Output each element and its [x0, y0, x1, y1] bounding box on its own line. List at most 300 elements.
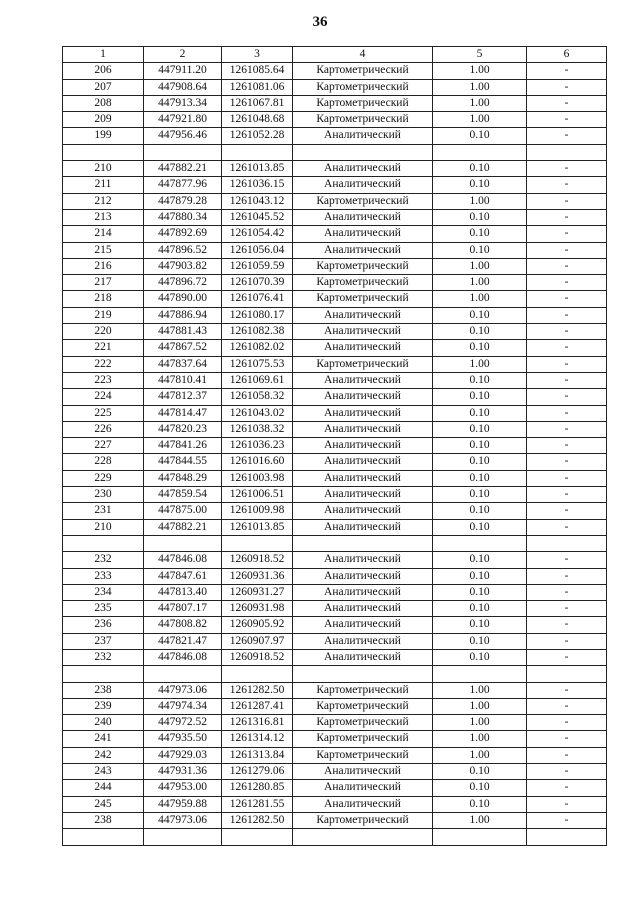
table-body	[63, 63, 607, 845]
table-row	[63, 340, 607, 356]
y-coordinate-cell: 1261048.68	[222, 112, 293, 128]
point-number-cell: 214	[63, 226, 144, 242]
accuracy-cell: 1.00	[433, 356, 527, 372]
point-number-cell: 245	[63, 796, 144, 812]
x-coordinate-cell: 447913.34	[144, 95, 222, 111]
accuracy-cell: 1.00	[433, 682, 527, 698]
accuracy-cell: 1.00	[433, 79, 527, 95]
blank-row	[63, 144, 607, 160]
point-number-cell: 224	[63, 389, 144, 405]
accuracy-cell: 0.10	[433, 454, 527, 470]
table-row	[63, 633, 607, 649]
point-number-cell: 210	[63, 161, 144, 177]
x-coordinate-cell	[144, 535, 222, 551]
column-header-6: 6	[527, 47, 607, 63]
table-row	[63, 747, 607, 763]
point-number-cell: 228	[63, 454, 144, 470]
table-row	[63, 552, 607, 568]
note-cell: -	[527, 372, 607, 388]
x-coordinate-cell: 447820.23	[144, 421, 222, 437]
y-coordinate-cell: 1261085.64	[222, 63, 293, 79]
x-coordinate-cell: 447931.36	[144, 764, 222, 780]
y-coordinate-cell: 1261282.50	[222, 812, 293, 828]
point-number-cell: 227	[63, 438, 144, 454]
point-number-cell: 233	[63, 568, 144, 584]
note-cell: -	[527, 698, 607, 714]
note-cell: -	[527, 258, 607, 274]
x-coordinate-cell: 447813.40	[144, 584, 222, 600]
table-row	[63, 193, 607, 209]
note-cell: -	[527, 454, 607, 470]
table-row	[63, 405, 607, 421]
point-number-cell: 212	[63, 193, 144, 209]
method-cell: Картометрический	[293, 79, 433, 95]
point-number-cell: 217	[63, 275, 144, 291]
x-coordinate-cell: 447973.06	[144, 682, 222, 698]
accuracy-cell: 1.00	[433, 258, 527, 274]
method-cell: Картометрический	[293, 275, 433, 291]
column-header-4: 4	[293, 47, 433, 63]
point-number-cell: 243	[63, 764, 144, 780]
accuracy-cell: 0.10	[433, 584, 527, 600]
table-row	[63, 275, 607, 291]
y-coordinate-cell	[222, 666, 293, 682]
note-cell: -	[527, 389, 607, 405]
point-number-cell: 229	[63, 470, 144, 486]
accuracy-cell: 0.10	[433, 633, 527, 649]
accuracy-cell	[433, 829, 527, 845]
y-coordinate-cell: 1261282.50	[222, 682, 293, 698]
accuracy-cell: 1.00	[433, 291, 527, 307]
method-cell: Аналитический	[293, 340, 433, 356]
method-cell: Аналитический	[293, 405, 433, 421]
y-coordinate-cell: 1261081.06	[222, 79, 293, 95]
y-coordinate-cell: 1261056.04	[222, 242, 293, 258]
accuracy-cell: 0.10	[433, 519, 527, 535]
y-coordinate-cell: 1261280.85	[222, 780, 293, 796]
note-cell: -	[527, 731, 607, 747]
note-cell: -	[527, 470, 607, 486]
note-cell: -	[527, 193, 607, 209]
point-number-cell: 236	[63, 617, 144, 633]
y-coordinate-cell: 1260918.52	[222, 649, 293, 665]
x-coordinate-cell: 447929.03	[144, 747, 222, 763]
accuracy-cell: 0.10	[433, 389, 527, 405]
note-cell: -	[527, 356, 607, 372]
note-cell: -	[527, 633, 607, 649]
table-row	[63, 95, 607, 111]
x-coordinate-cell: 447886.94	[144, 307, 222, 323]
table-row	[63, 568, 607, 584]
y-coordinate-cell: 1261080.17	[222, 307, 293, 323]
point-number-cell: 223	[63, 372, 144, 388]
point-number-cell: 208	[63, 95, 144, 111]
method-cell: Аналитический	[293, 438, 433, 454]
accuracy-cell: 1.00	[433, 715, 527, 731]
column-header-3: 3	[222, 47, 293, 63]
y-coordinate-cell: 1261314.12	[222, 731, 293, 747]
table-row	[63, 470, 607, 486]
method-cell	[293, 535, 433, 551]
y-coordinate-cell: 1261013.85	[222, 519, 293, 535]
y-coordinate-cell: 1261316.81	[222, 715, 293, 731]
y-coordinate-cell: 1261054.42	[222, 226, 293, 242]
y-coordinate-cell: 1260905.92	[222, 617, 293, 633]
y-coordinate-cell: 1261058.32	[222, 389, 293, 405]
point-number-cell: 218	[63, 291, 144, 307]
method-cell: Аналитический	[293, 519, 433, 535]
point-number-cell: 237	[63, 633, 144, 649]
table-row	[63, 503, 607, 519]
x-coordinate-cell: 447879.28	[144, 193, 222, 209]
table-row	[63, 372, 607, 388]
y-coordinate-cell: 1261036.23	[222, 438, 293, 454]
method-cell: Аналитический	[293, 584, 433, 600]
method-cell	[293, 829, 433, 845]
point-number-cell: 235	[63, 601, 144, 617]
accuracy-cell: 0.10	[433, 226, 527, 242]
method-cell: Аналитический	[293, 764, 433, 780]
method-cell: Аналитический	[293, 617, 433, 633]
table-row	[63, 389, 607, 405]
point-number-cell: 234	[63, 584, 144, 600]
note-cell: -	[527, 747, 607, 763]
x-coordinate-cell: 447974.34	[144, 698, 222, 714]
point-number-cell: 220	[63, 324, 144, 340]
accuracy-cell: 0.10	[433, 177, 527, 193]
point-number-cell: 238	[63, 682, 144, 698]
method-cell: Аналитический	[293, 796, 433, 812]
method-cell: Картометрический	[293, 95, 433, 111]
note-cell: -	[527, 95, 607, 111]
table-row	[63, 79, 607, 95]
x-coordinate-cell: 447867.52	[144, 340, 222, 356]
note-cell: -	[527, 226, 607, 242]
table-row	[63, 812, 607, 828]
point-number-cell: 222	[63, 356, 144, 372]
point-number-cell	[63, 535, 144, 551]
accuracy-cell: 0.10	[433, 470, 527, 486]
x-coordinate-cell: 447973.06	[144, 812, 222, 828]
x-coordinate-cell: 447890.00	[144, 291, 222, 307]
note-cell	[527, 144, 607, 160]
x-coordinate-cell: 447908.64	[144, 79, 222, 95]
note-cell: -	[527, 812, 607, 828]
x-coordinate-cell: 447846.08	[144, 552, 222, 568]
method-cell: Аналитический	[293, 307, 433, 323]
note-cell	[527, 535, 607, 551]
y-coordinate-cell	[222, 144, 293, 160]
page-number: 36	[312, 14, 328, 30]
x-coordinate-cell: 447810.41	[144, 372, 222, 388]
x-coordinate-cell: 447972.52	[144, 715, 222, 731]
x-coordinate-cell	[144, 829, 222, 845]
method-cell: Картометрический	[293, 698, 433, 714]
method-cell: Картометрический	[293, 258, 433, 274]
point-number-cell: 210	[63, 519, 144, 535]
table-row	[63, 177, 607, 193]
accuracy-cell: 0.10	[433, 161, 527, 177]
table-row	[63, 128, 607, 144]
method-cell	[293, 144, 433, 160]
accuracy-cell: 0.10	[433, 796, 527, 812]
table-row	[63, 796, 607, 812]
accuracy-cell	[433, 144, 527, 160]
y-coordinate-cell: 1261076.41	[222, 291, 293, 307]
table-row	[63, 209, 607, 225]
note-cell: -	[527, 405, 607, 421]
accuracy-cell: 1.00	[433, 747, 527, 763]
method-cell: Аналитический	[293, 226, 433, 242]
coordinates-table	[62, 46, 607, 846]
blank-row	[63, 535, 607, 551]
x-coordinate-cell: 447903.82	[144, 258, 222, 274]
y-coordinate-cell	[222, 829, 293, 845]
method-cell: Картометрический	[293, 715, 433, 731]
accuracy-cell: 1.00	[433, 812, 527, 828]
point-number-cell: 241	[63, 731, 144, 747]
y-coordinate-cell: 1260931.98	[222, 601, 293, 617]
y-coordinate-cell	[222, 535, 293, 551]
x-coordinate-cell: 447875.00	[144, 503, 222, 519]
table-row	[63, 226, 607, 242]
y-coordinate-cell: 1260931.36	[222, 568, 293, 584]
table-row	[63, 715, 607, 731]
y-coordinate-cell: 1261013.85	[222, 161, 293, 177]
x-coordinate-cell: 447837.64	[144, 356, 222, 372]
method-cell: Аналитический	[293, 780, 433, 796]
method-cell: Аналитический	[293, 128, 433, 144]
y-coordinate-cell: 1260907.97	[222, 633, 293, 649]
point-number-cell: 211	[63, 177, 144, 193]
x-coordinate-cell: 447911.20	[144, 63, 222, 79]
table-row	[63, 649, 607, 665]
y-coordinate-cell: 1261052.28	[222, 128, 293, 144]
method-cell: Картометрический	[293, 112, 433, 128]
method-cell: Аналитический	[293, 649, 433, 665]
accuracy-cell: 1.00	[433, 731, 527, 747]
point-number-cell: 239	[63, 698, 144, 714]
x-coordinate-cell: 447881.43	[144, 324, 222, 340]
note-cell: -	[527, 161, 607, 177]
note-cell: -	[527, 780, 607, 796]
table-row	[63, 258, 607, 274]
table-row	[63, 242, 607, 258]
x-coordinate-cell: 447847.61	[144, 568, 222, 584]
note-cell: -	[527, 438, 607, 454]
accuracy-cell: 0.10	[433, 780, 527, 796]
accuracy-cell: 0.10	[433, 617, 527, 633]
table-row	[63, 112, 607, 128]
accuracy-cell: 0.10	[433, 128, 527, 144]
point-number-cell	[63, 666, 144, 682]
method-cell: Картометрический	[293, 193, 433, 209]
table-row	[63, 421, 607, 437]
table-row	[63, 356, 607, 372]
x-coordinate-cell: 447841.26	[144, 438, 222, 454]
y-coordinate-cell: 1261059.59	[222, 258, 293, 274]
accuracy-cell: 0.10	[433, 568, 527, 584]
y-coordinate-cell: 1261279.06	[222, 764, 293, 780]
x-coordinate-cell: 447956.46	[144, 128, 222, 144]
note-cell: -	[527, 503, 607, 519]
table-row	[63, 438, 607, 454]
x-coordinate-cell: 447814.47	[144, 405, 222, 421]
point-number-cell: 199	[63, 128, 144, 144]
y-coordinate-cell: 1261082.38	[222, 324, 293, 340]
note-cell: -	[527, 128, 607, 144]
note-cell: -	[527, 568, 607, 584]
accuracy-cell: 0.10	[433, 487, 527, 503]
x-coordinate-cell: 447882.21	[144, 161, 222, 177]
method-cell: Аналитический	[293, 633, 433, 649]
point-number-cell: 232	[63, 649, 144, 665]
x-coordinate-cell: 447844.55	[144, 454, 222, 470]
method-cell	[293, 666, 433, 682]
table-row	[63, 307, 607, 323]
y-coordinate-cell: 1261070.39	[222, 275, 293, 291]
note-cell: -	[527, 682, 607, 698]
point-number-cell: 215	[63, 242, 144, 258]
accuracy-cell: 0.10	[433, 438, 527, 454]
x-coordinate-cell: 447848.29	[144, 470, 222, 486]
x-coordinate-cell: 447896.72	[144, 275, 222, 291]
point-number-cell: 207	[63, 79, 144, 95]
note-cell: -	[527, 242, 607, 258]
y-coordinate-cell: 1261003.98	[222, 470, 293, 486]
note-cell: -	[527, 487, 607, 503]
blank-row	[63, 666, 607, 682]
method-cell: Аналитический	[293, 552, 433, 568]
x-coordinate-cell: 447921.80	[144, 112, 222, 128]
accuracy-cell: 1.00	[433, 112, 527, 128]
method-cell: Аналитический	[293, 470, 433, 486]
accuracy-cell	[433, 666, 527, 682]
x-coordinate-cell: 447807.17	[144, 601, 222, 617]
accuracy-cell: 1.00	[433, 63, 527, 79]
note-cell: -	[527, 324, 607, 340]
point-number-cell: 221	[63, 340, 144, 356]
accuracy-cell: 0.10	[433, 372, 527, 388]
x-coordinate-cell: 447959.88	[144, 796, 222, 812]
x-coordinate-cell: 447892.69	[144, 226, 222, 242]
accuracy-cell: 0.10	[433, 242, 527, 258]
table-row	[63, 519, 607, 535]
y-coordinate-cell: 1261313.84	[222, 747, 293, 763]
y-coordinate-cell: 1261075.53	[222, 356, 293, 372]
table-row	[63, 698, 607, 714]
method-cell: Картометрический	[293, 812, 433, 828]
x-coordinate-cell: 447953.00	[144, 780, 222, 796]
method-cell: Аналитический	[293, 324, 433, 340]
x-coordinate-cell: 447877.96	[144, 177, 222, 193]
table-row	[63, 291, 607, 307]
table-row	[63, 780, 607, 796]
note-cell: -	[527, 307, 607, 323]
note-cell: -	[527, 79, 607, 95]
point-number-cell: 206	[63, 63, 144, 79]
accuracy-cell: 0.10	[433, 601, 527, 617]
note-cell: -	[527, 63, 607, 79]
table-row	[63, 617, 607, 633]
y-coordinate-cell: 1261016.60	[222, 454, 293, 470]
note-cell: -	[527, 275, 607, 291]
point-number-cell: 216	[63, 258, 144, 274]
y-coordinate-cell: 1260931.27	[222, 584, 293, 600]
note-cell: -	[527, 421, 607, 437]
accuracy-cell: 0.10	[433, 503, 527, 519]
table-row	[63, 487, 607, 503]
method-cell: Аналитический	[293, 568, 433, 584]
x-coordinate-cell: 447821.47	[144, 633, 222, 649]
table-row	[63, 454, 607, 470]
method-cell: Аналитический	[293, 242, 433, 258]
x-coordinate-cell: 447859.54	[144, 487, 222, 503]
x-coordinate-cell: 447846.08	[144, 649, 222, 665]
y-coordinate-cell: 1261043.02	[222, 405, 293, 421]
table-row	[63, 601, 607, 617]
point-number-cell: 242	[63, 747, 144, 763]
column-header-5: 5	[433, 47, 527, 63]
method-cell: Аналитический	[293, 421, 433, 437]
accuracy-cell: 1.00	[433, 698, 527, 714]
point-number-cell: 219	[63, 307, 144, 323]
point-number-cell	[63, 144, 144, 160]
table-row	[63, 584, 607, 600]
method-cell: Аналитический	[293, 454, 433, 470]
point-number-cell: 238	[63, 812, 144, 828]
x-coordinate-cell	[144, 144, 222, 160]
accuracy-cell: 1.00	[433, 193, 527, 209]
table-row	[63, 764, 607, 780]
x-coordinate-cell: 447935.50	[144, 731, 222, 747]
point-number-cell: 231	[63, 503, 144, 519]
note-cell: -	[527, 617, 607, 633]
table-row	[63, 731, 607, 747]
y-coordinate-cell: 1261006.51	[222, 487, 293, 503]
accuracy-cell: 0.10	[433, 552, 527, 568]
method-cell: Аналитический	[293, 503, 433, 519]
note-cell: -	[527, 649, 607, 665]
accuracy-cell	[433, 535, 527, 551]
note-cell: -	[527, 601, 607, 617]
point-number-cell: 240	[63, 715, 144, 731]
note-cell: -	[527, 584, 607, 600]
method-cell: Аналитический	[293, 177, 433, 193]
accuracy-cell: 0.10	[433, 307, 527, 323]
note-cell: -	[527, 552, 607, 568]
accuracy-cell: 0.10	[433, 405, 527, 421]
x-coordinate-cell: 447880.34	[144, 209, 222, 225]
method-cell: Картометрический	[293, 731, 433, 747]
x-coordinate-cell	[144, 666, 222, 682]
accuracy-cell: 0.10	[433, 340, 527, 356]
method-cell: Аналитический	[293, 161, 433, 177]
method-cell: Картометрический	[293, 63, 433, 79]
y-coordinate-cell: 1261069.61	[222, 372, 293, 388]
x-coordinate-cell: 447882.21	[144, 519, 222, 535]
point-number-cell: 230	[63, 487, 144, 503]
accuracy-cell: 0.10	[433, 649, 527, 665]
method-cell: Картометрический	[293, 682, 433, 698]
method-cell: Аналитический	[293, 601, 433, 617]
point-number-cell: 225	[63, 405, 144, 421]
accuracy-cell: 0.10	[433, 421, 527, 437]
note-cell	[527, 829, 607, 845]
table-row	[63, 63, 607, 79]
y-coordinate-cell: 1260918.52	[222, 552, 293, 568]
method-cell: Аналитический	[293, 487, 433, 503]
